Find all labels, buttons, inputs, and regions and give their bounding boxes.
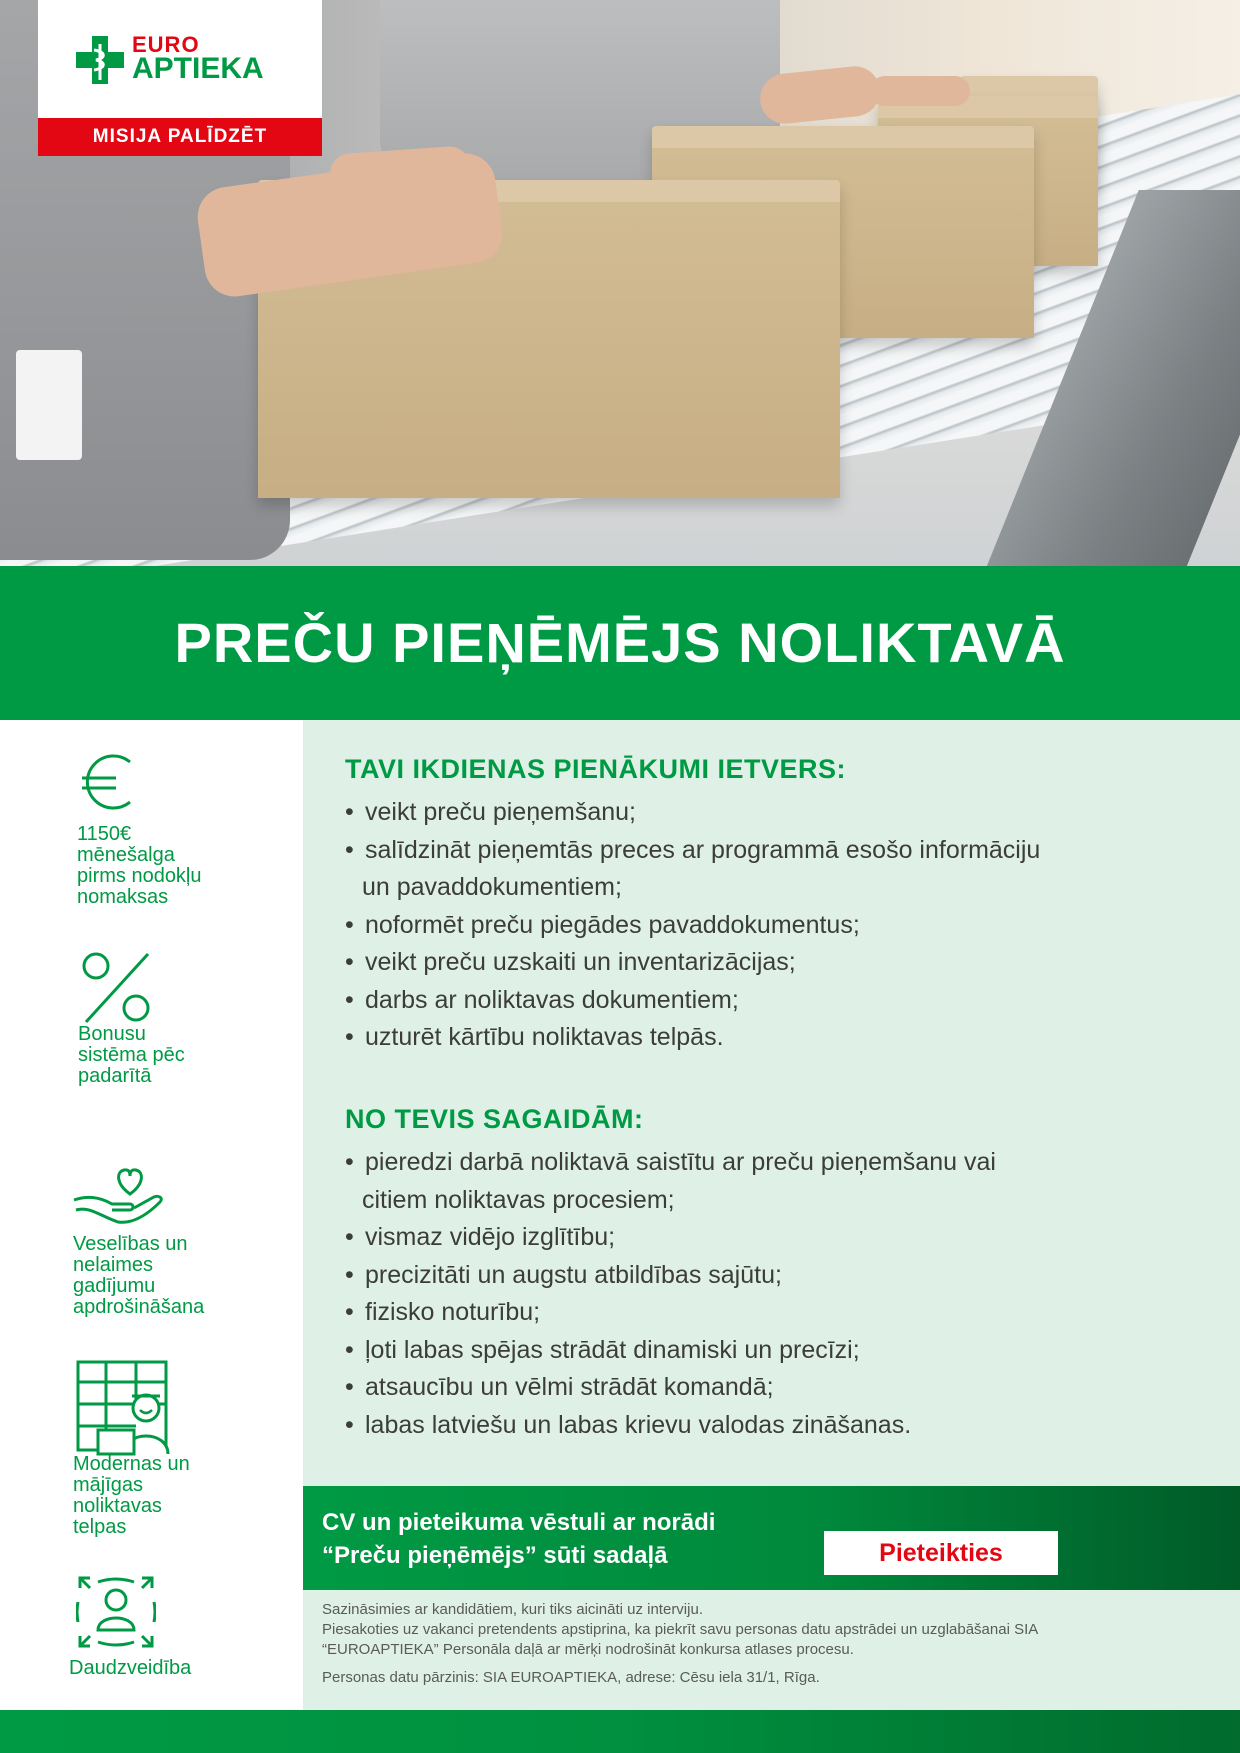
percent-icon xyxy=(80,950,156,1026)
apply-button[interactable]: Pieteikties xyxy=(824,1531,1058,1575)
person-diversity-icon xyxy=(76,1576,156,1648)
heart-hand-icon xyxy=(72,1166,168,1230)
euroaptieka-logo xyxy=(38,0,322,156)
logo-text-aptieka: APTIEKA xyxy=(132,52,264,85)
benefit-diversity xyxy=(0,1560,303,1710)
list-item: • veikt preču uzskaiti un inventarizācijas; xyxy=(345,944,1040,982)
requirements-list xyxy=(345,1144,996,1444)
benefits-column xyxy=(0,720,303,1710)
benefit-label: Modernas un mājīgas noliktavas telpas xyxy=(73,1453,190,1538)
benefit-label: Bonusu sistēma pēc padarītā xyxy=(78,1023,185,1087)
worker-hand xyxy=(870,76,970,106)
list-item: • veikt preču pieņemšanu; xyxy=(345,794,1040,832)
benefit-warehouse xyxy=(0,1340,303,1590)
worker-badge xyxy=(16,350,82,460)
list-item: • precizitāti un augstu atbildības sajūtu; xyxy=(345,1257,996,1295)
slogan-banner: MISIJA PALĪDZĒT xyxy=(38,118,322,156)
benefit-insurance xyxy=(0,1140,303,1340)
list-item-continuation: citiem noliktavas procesiem; xyxy=(362,1185,675,1214)
duties-heading: TAVI IKDIENAS PIENĀKUMI IETVERS: xyxy=(345,754,847,784)
note-line: Piesakoties uz vakanci pretendents apstiprina, ka piekrīt savu personas datu apstrādei un uzglabāšanai SIA xyxy=(322,1621,1039,1638)
footer-bar xyxy=(0,1710,1240,1753)
requirements-heading: NO TEVIS SAGAIDĀM: xyxy=(345,1104,644,1134)
benefit-bonus xyxy=(0,930,303,1130)
benefit-label: 1150€ mēnešalga pirms nodokļu nomaksas xyxy=(77,823,202,908)
note-line: “EUROAPTIEKA” Personāla daļā ar mērķi nodrošināt konkursa atlases procesu. xyxy=(322,1641,854,1658)
list-item: • salīdzināt pieņemtās preces ar programmā esošo informāciju xyxy=(345,832,1040,870)
list-item: • fizisko noturību; xyxy=(345,1294,996,1332)
list-item: • noformēt preču piegādes pavaddokumentus; xyxy=(345,907,1040,945)
warehouse-worker-icon xyxy=(76,1360,176,1456)
list-item: • darbs ar noliktavas dokumentiem; xyxy=(345,982,1040,1020)
title-band xyxy=(0,566,1240,720)
euro-icon xyxy=(78,752,138,812)
list-item: • ļoti labas spējas strādāt dinamiski un precīzi; xyxy=(345,1332,996,1370)
list-item-continuation: un pavaddokumentiem; xyxy=(362,873,622,901)
list-item: • atsaucību un vēlmi strādāt komandā; xyxy=(345,1369,996,1407)
duties-list xyxy=(345,794,1040,1057)
list-item: • pieredzi darbā noliktavā saistītu ar preču pieņemšanu vai xyxy=(345,1144,996,1182)
note-line: Sazināsimies ar kandidātiem, kuri tiks aicināti uz interviju. xyxy=(322,1601,703,1618)
benefit-salary xyxy=(0,720,303,920)
job-title: PREČU PIEŅĒMĒJS NOLIKTAVĀ xyxy=(174,611,1066,674)
apply-instructions: CV un pieteikuma vēstuli ar norādi “Preču pieņēmējs” sūti sadaļā xyxy=(322,1509,716,1569)
note-line: Personas datu pārzinis: SIA EUROAPTIEKA, adrese: Cēsu iela 31/1, Rīga. xyxy=(322,1669,820,1686)
benefit-label: Daudzveidība xyxy=(69,1657,192,1679)
logo-text-euro: EURO xyxy=(132,32,200,57)
benefit-label: Veselības un nelaimes gadījumu apdrošināšana xyxy=(73,1233,205,1318)
list-item: • vismaz vidējo izglītību; xyxy=(345,1219,996,1257)
pharmacy-cross-icon xyxy=(76,36,124,84)
apply-band xyxy=(303,1486,1240,1590)
privacy-notes xyxy=(303,1590,1240,1710)
list-item: • uzturēt kārtību noliktavas telpās. xyxy=(345,1019,1040,1057)
list-item: • labas latviešu un labas krievu valodas zināšanas. xyxy=(345,1407,996,1445)
job-description xyxy=(303,720,1240,1486)
